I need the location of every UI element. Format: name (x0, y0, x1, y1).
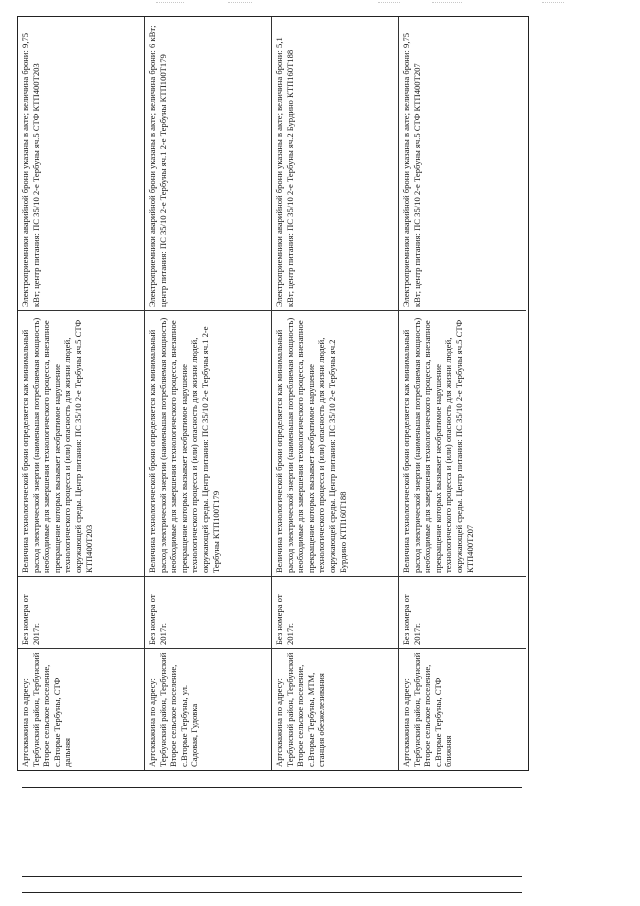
table-row (18, 17, 145, 770)
table-row (272, 17, 399, 770)
scan-artifact (228, 2, 252, 7)
address-cell: Артскважина по адресу: Тербунский район, Тербунский Второе сельское поселение, с.Вторые Тербуны, СТФ дальняя (18, 648, 144, 770)
horizontal-rule (22, 892, 522, 893)
table-row (145, 17, 272, 770)
emergency-reserve-cell: Электроприемники аварийной брони указаны в акте; величина брони: 6 кВт; центр питания: ПС 35/10 2-е Тербуны яч.1 2-е Тербуны КТП100Т179 (147, 25, 168, 307)
scan-artifact (432, 2, 462, 7)
technological-reserve-cell: Величина технологической брони определяется как минимальный расход электрической энергии (наименьшая потребляемая мощность) необходимые для завершения технологического процесса, внезапное прекращение которых вызывает необратимое нарушение технологического процесса и (или) опасность для жизни людей, окружающей среды. Центр питания: ПС 35/10 2-е Тербуны яч.2 Бурдино КТП160Т188 (272, 310, 398, 576)
scan-artifact (156, 2, 184, 7)
scan-artifact (378, 2, 400, 7)
act-number-cell: Без номера от 2017г. (18, 576, 144, 648)
act-number-cell: Без номера от 2017г. (272, 576, 398, 648)
address-cell: Артскважина по адресу: Тербунский район, Тербунский Второе сельское поселение, с.Вторые Тербуны, ул. Садовая, Гудовка (145, 648, 271, 770)
emergency-reserve-cell: Электроприемники аварийной брони указаны в акте; величина брони: 9,75 кВт; центр питания: ПС 35/10 2-е Тербуны яч.5 СТФ КТП400Т203 (20, 32, 41, 307)
scan-artifact (542, 2, 564, 7)
act-number-cell: Без номера от 2017г. (399, 576, 526, 648)
emergency-reserve-cell: Электроприемники аварийной брони указаны в акте; величина брони: 9,75 кВт; центр питания: ПС 35/10 2-е Тербуны яч.5 СТФ КТП400Т207 (401, 32, 422, 307)
technological-reserve-cell: Величина технологической брони определяется как минимальный расход электрической энергии (наименьшая потребляемая мощность) необходимые для завершения технологического процесса, внезапное прекращение которых вызывает необратимое нарушение технологического процесса и (или) опасность для жизни людей, окружающей среды. Центр питания: ПС 35/10 2-е Тербуны яч.1 2-е Тербуны КТП100Т179 (145, 310, 271, 576)
address-cell: Артскважина по адресу: Тербунский район, Тербунский Второе сельское поселение, с.Вторые Тербуны, МТМ, станция обезжелезивания (272, 648, 398, 770)
rotated-table-frame (17, 16, 529, 771)
table-row (399, 17, 526, 770)
act-number-cell: Без номера от 2017г. (145, 576, 271, 648)
horizontal-rule (22, 787, 522, 788)
address-cell: Артскважина по адресу: Тербунский район, Тербунский Второе сельское поселение, с.Вторые Тербуны, СТФ ближняя (399, 648, 526, 770)
electricity-reserve-table (17, 16, 529, 771)
emergency-reserve-cell: Электроприемники аварийной брони указаны в акте; величина брони: 5,1 кВт; центр питания: ПС 35/10 2-е Тербуны яч.2 Бурдино КТП160Т188 (274, 37, 295, 307)
horizontal-rule (22, 876, 522, 877)
technological-reserve-cell: Величина технологической брони определяется как минимальный расход электрической энергии (наименьшая потребляемая мощность) необходимые для завершения технологического процесса, внезапное прекращение которых вызывает необратимое нарушение технологического процесса и (или) опасность для жизни людей, окружающей среды. Центр питания: ПС 35/10 2-е Тербуны яч.5 СТФ КТП400Т203 (18, 310, 144, 576)
technological-reserve-cell: Величина технологической брони определяется как минимальный расход электрической энергии (наименьшая потребляемая мощность) необходимые для завершения технологического процесса, внезапное прекращение которых вызывает необратимое нарушение технологического процесса и (или) опасность для жизни людей, окружающей среды. Центр питания: ПС 35/10 2-е Тербуны яч.5 СТФ КТП400Т207 (399, 310, 526, 576)
